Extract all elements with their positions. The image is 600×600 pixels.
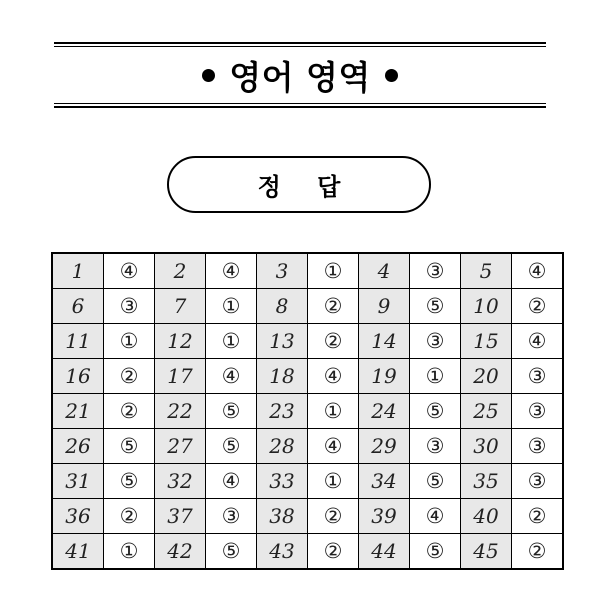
answer-choice: ③ [410,324,461,359]
question-number: 34 [359,464,410,499]
answer-choice: ① [308,394,359,429]
answer-choice: ① [104,324,155,359]
question-number: 38 [257,499,308,534]
question-number: 26 [52,429,104,464]
question-number: 36 [52,499,104,534]
question-number: 4 [359,253,410,289]
answer-choice: ③ [410,253,461,289]
question-number: 23 [257,394,308,429]
question-number: 19 [359,359,410,394]
bullet-right-icon [385,69,398,82]
question-number: 37 [155,499,206,534]
title-text: 영어 영역 [229,57,371,97]
question-number: 8 [257,289,308,324]
question-number: 9 [359,289,410,324]
bottom-rule-inner [54,103,546,104]
answer-choice: ② [104,359,155,394]
question-number: 21 [52,394,104,429]
table-row [52,253,563,289]
question-number: 45 [461,534,512,570]
table-row [52,499,563,534]
question-number: 10 [461,289,512,324]
answer-choice: ① [206,324,257,359]
answer-choice: ④ [308,429,359,464]
question-number: 39 [359,499,410,534]
answer-choice: ② [512,289,564,324]
answer-choice: ④ [206,464,257,499]
answer-table [51,252,564,570]
answer-choice: ② [308,289,359,324]
question-number: 40 [461,499,512,534]
question-number: 22 [155,394,206,429]
question-number: 14 [359,324,410,359]
answer-choice: ③ [206,499,257,534]
question-number: 31 [52,464,104,499]
answer-choice: ② [104,394,155,429]
question-number: 5 [461,253,512,289]
table-row [52,394,563,429]
answer-choice: ⑤ [206,429,257,464]
answer-choice: ② [512,534,564,570]
question-number: 25 [461,394,512,429]
question-number: 18 [257,359,308,394]
question-number: 27 [155,429,206,464]
answer-choice: ⑤ [410,289,461,324]
question-number: 3 [257,253,308,289]
question-number: 28 [257,429,308,464]
answer-choice: ⑤ [410,534,461,570]
answer-choice: ② [104,499,155,534]
question-number: 43 [257,534,308,570]
answer-choice: ① [410,359,461,394]
question-number: 15 [461,324,512,359]
question-number: 17 [155,359,206,394]
question-number: 16 [52,359,104,394]
answer-choice: ⑤ [206,394,257,429]
table-row [52,324,563,359]
answer-choice: ⑤ [206,534,257,570]
question-number: 32 [155,464,206,499]
question-number: 13 [257,324,308,359]
question-number: 33 [257,464,308,499]
answer-choice: ③ [512,359,564,394]
bottom-rule-outer [54,106,546,108]
answer-choice: ⑤ [410,464,461,499]
question-number: 41 [52,534,104,570]
question-number: 12 [155,324,206,359]
question-number: 7 [155,289,206,324]
answer-choice: ① [104,534,155,570]
answer-choice: ② [308,499,359,534]
answer-choice: ① [308,464,359,499]
answer-choice: ③ [512,394,564,429]
answer-choice: ④ [512,253,564,289]
question-number: 11 [52,324,104,359]
question-number: 30 [461,429,512,464]
question-number: 35 [461,464,512,499]
bullet-left-icon [202,69,215,82]
answer-choice: ⑤ [104,429,155,464]
answer-choice: ④ [512,324,564,359]
answer-choice: ④ [206,253,257,289]
question-number: 2 [155,253,206,289]
answer-choice: ① [206,289,257,324]
question-number: 20 [461,359,512,394]
answer-choice: ③ [512,429,564,464]
question-number: 29 [359,429,410,464]
answer-choice: ③ [512,464,564,499]
answer-choice: ⑤ [104,464,155,499]
question-number: 6 [52,289,104,324]
question-number: 1 [52,253,104,289]
answer-choice: ③ [410,429,461,464]
table-row [52,464,563,499]
table-row [52,534,563,570]
answer-choice: ③ [104,289,155,324]
answer-choice: ② [308,534,359,570]
answer-choice: ⑤ [410,394,461,429]
table-row [52,289,563,324]
answer-choice: ④ [410,499,461,534]
answer-choice: ② [512,499,564,534]
answer-choice: ④ [104,253,155,289]
answer-choice: ④ [308,359,359,394]
answer-choice: ① [308,253,359,289]
question-number: 44 [359,534,410,570]
question-number: 42 [155,534,206,570]
answer-choice: ② [308,324,359,359]
answer-choice: ④ [206,359,257,394]
table-row [52,359,563,394]
answer-label-text: 정 답 [257,173,355,201]
page-title [0,44,600,106]
answer-label [167,156,431,213]
table-row [52,429,563,464]
question-number: 24 [359,394,410,429]
